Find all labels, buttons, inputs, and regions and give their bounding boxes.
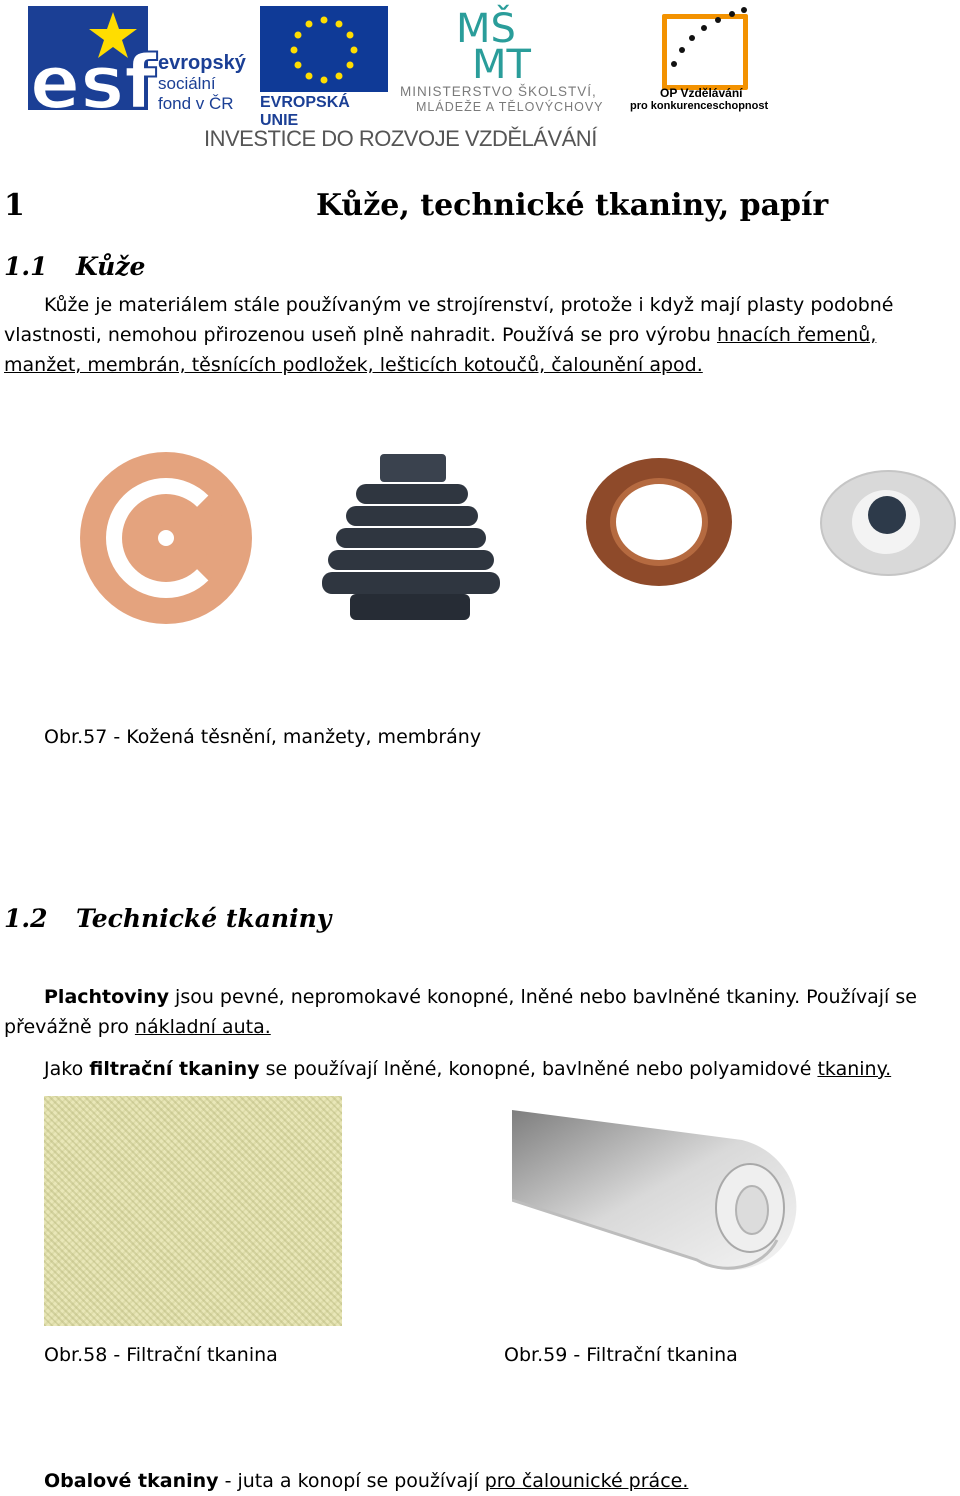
figure57 <box>70 440 950 630</box>
esf-logo <box>28 6 253 114</box>
chapter-title: Kůže, technické tkaniny, papír <box>316 188 829 223</box>
bellows-base <box>350 594 470 620</box>
section1-para-plain: Kůže je materiálem stále používaným ve strojírenství, protože i když mají plasty podobné vlastnosti, nemohou přirozenou useň plně nahradit. Používá se pro výrobu <box>4 294 894 346</box>
op-line2: pro konkurenceschopnost <box>630 100 769 112</box>
figure57-caption: Obr.57 - Kožená těsnění, manžety, membrány <box>44 726 482 748</box>
esf-line3: fond v ČR <box>158 94 234 113</box>
washer-hole <box>158 530 174 546</box>
filtracni-plain2: se používají lněné, konopné, bavlněné nebo polyamidové <box>259 1058 818 1080</box>
section2-number: 1.2 <box>4 904 48 933</box>
filtracni-paragraph <box>44 1054 944 1084</box>
logo-bar <box>0 0 960 160</box>
section1-paragraph <box>4 290 934 380</box>
chapter-number: 1 <box>4 188 25 223</box>
bellows-rib-4 <box>328 550 494 570</box>
msmt-mark-icon <box>454 4 564 82</box>
filter-fabric-image <box>44 1096 342 1326</box>
bellows-rib-1 <box>356 484 468 504</box>
plachtoviny-paragraph <box>4 982 934 1042</box>
figure59-caption: Obr.59 - Filtrační tkanina <box>504 1344 738 1366</box>
felt-roll-icon <box>512 1110 802 1280</box>
obalove-bold: Obalové tkaniny <box>44 1470 219 1492</box>
section1-number: 1.1 <box>4 252 48 281</box>
leather-washer-image <box>80 452 252 624</box>
membrane-disc-image <box>820 470 956 576</box>
filtracni-plain1: Jako <box>44 1058 90 1080</box>
op-dots-icon <box>662 4 752 84</box>
msmt-line2: MLÁDEŽE A TĚLOVÝCHOVY <box>416 100 604 114</box>
filtracni-underlined: tkaniny. <box>817 1058 892 1080</box>
tagline: INVESTICE DO ROZVOJE VZDĚLÁVÁNÍ <box>204 126 597 151</box>
msmt-line1: MINISTERSTVO ŠKOLSTVÍ, <box>400 84 597 99</box>
obalove-underlined: pro čalounické práce. <box>484 1470 689 1492</box>
plachtoviny-plain: jsou pevné, nepromokavé konopné, lněné nebo bavlněné tkaniny. Používají se převážně pro <box>4 986 917 1038</box>
esf-line1: evropský <box>158 52 246 74</box>
section1-title: Kůže <box>76 252 146 281</box>
eu-logo <box>260 6 390 129</box>
eu-stars-icon <box>260 6 388 92</box>
plachtoviny-bold: Plachtoviny <box>44 986 169 1008</box>
op-logo <box>628 4 778 114</box>
bellows-rib-2 <box>346 506 478 526</box>
svg-text:MŠ: MŠ <box>456 6 516 52</box>
esf-letters-icon <box>30 44 178 114</box>
leather-cup-image <box>586 458 732 586</box>
msmt-logo <box>398 4 624 112</box>
bellows-rib-5 <box>322 572 500 594</box>
obalove-paragraph <box>44 1466 688 1496</box>
op-line1: OP Vzdělávání <box>660 86 743 100</box>
rubber-bellows-image <box>320 454 502 622</box>
svg-text:esf: esf <box>30 44 157 114</box>
bellows-rib-3 <box>336 528 486 548</box>
eu-label: EVROPSKÁ UNIE <box>260 94 350 129</box>
disc-knob <box>868 496 906 534</box>
figure58-caption: Obr.58 - Filtrační tkanina <box>44 1344 278 1366</box>
filtracni-bold: filtrační tkaniny <box>89 1058 260 1080</box>
section1-para-underlined: hnacích řemenů, manžet, membrán, těsnících podložek, lešticích kotoučů, čalounění apod. <box>4 324 877 376</box>
svg-text:MT: MT <box>472 42 531 82</box>
bellows-top <box>380 454 446 482</box>
eu-flag <box>260 6 388 92</box>
section2-title: Technické tkaniny <box>76 904 332 933</box>
filter-roll-image <box>512 1110 802 1280</box>
esf-line2: sociální <box>158 74 216 93</box>
obalove-plain: - juta a konopí se používají <box>218 1470 485 1492</box>
plachtoviny-underlined: nákladní auta. <box>134 1016 271 1038</box>
cup-opening <box>610 478 708 566</box>
